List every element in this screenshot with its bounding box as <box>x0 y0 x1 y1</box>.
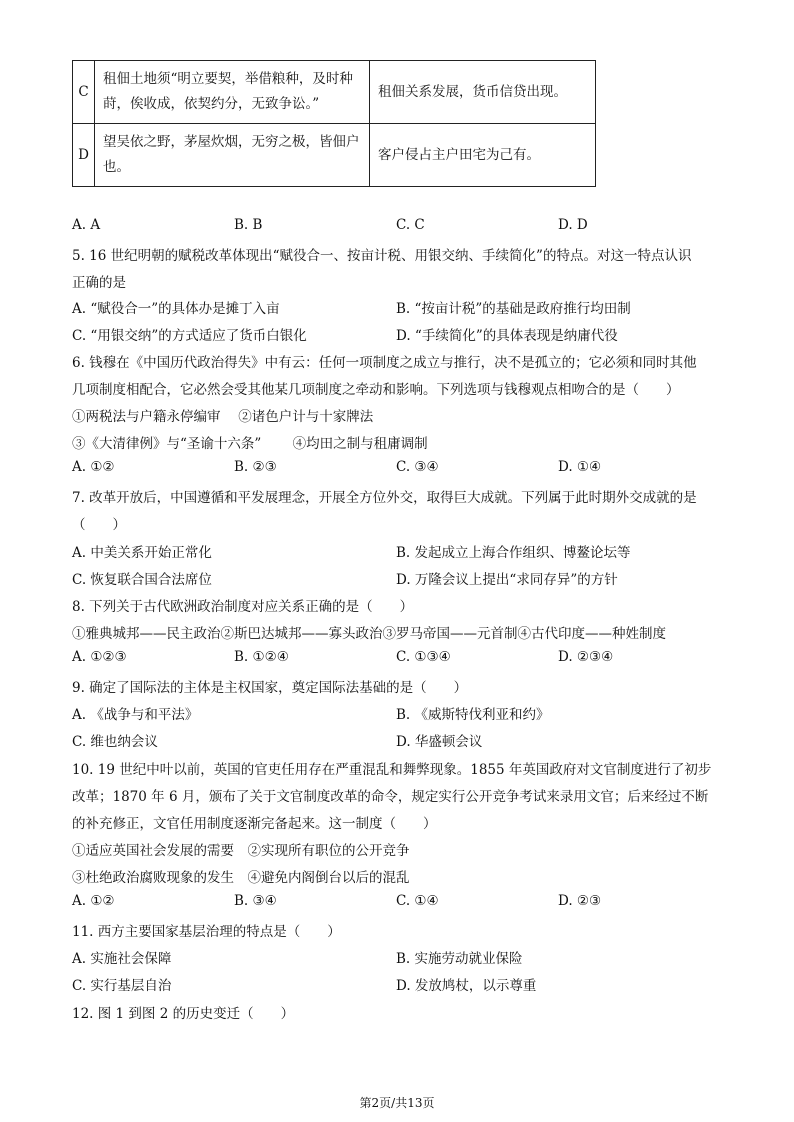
q6-option-d[interactable]: D. ①④ <box>558 459 602 475</box>
q7-option-d[interactable]: D. 万隆会议上提出“求同存异”的方针 <box>396 572 618 588</box>
q10-stem: 10. 19 世纪中叶以前，英国的官吏任用存在严重混乱和舞弊现象。1855 年英国政府对文官制度进行了初步 <box>72 762 712 778</box>
q7-stem-cont: （ ） <box>72 517 126 533</box>
q4-option-c[interactable]: C. C <box>396 217 425 233</box>
q6-option-a[interactable]: A. ①② <box>72 459 115 475</box>
q6-stem-cont: 几项制度相配合，它必然会受其他某几项制度之牵动和影响。下列选项与钱穆观点相吻合的是（ ） <box>72 382 680 398</box>
q11-option-d[interactable]: D. 发放鸠杖，以示尊重 <box>396 978 537 994</box>
q10-stem-cont2: 的补充修正，文官任用制度逐渐完备起来。这一制度（ ） <box>72 816 437 832</box>
q10-option-b[interactable]: B. ③④ <box>234 893 277 909</box>
q4-option-d[interactable]: D. D <box>558 217 588 233</box>
q4-option-a[interactable]: A. A <box>72 217 101 233</box>
q7-stem: 7. 改革开放后，中国遵循和平发展理念，开展全方位外交，取得巨大成就。下列属于此时期外交成就的是 <box>72 490 697 506</box>
table-cell-conclusion: 客户侵占主户田宅为己有。 <box>370 124 596 187</box>
q8-stem: 8. 下列关于古代欧洲政治制度对应关系正确的是（ ） <box>72 599 414 615</box>
q8-items: ①雅典城邦——民主政治②斯巴达城邦——寡头政治③罗马帝国——元首制④古代印度——种姓制度 <box>72 626 666 642</box>
q5-option-a[interactable]: A. “赋役合一”的具体办是摊丁入亩 <box>72 301 280 317</box>
q4-option-b[interactable]: B. B <box>234 217 263 233</box>
table-cell-source: 望吴依之野，茅屋炊烟，无穷之极，皆佃户也。 <box>95 124 370 187</box>
q9-option-b[interactable]: B. 《威斯特伐利亚和约》 <box>396 707 550 723</box>
q10-items-cont: ③杜绝政治腐败现象的发生 ④避免内阁倒台以后的混乱 <box>72 870 410 886</box>
q7-option-c[interactable]: C. 恢复联合国合法席位 <box>72 572 212 588</box>
q7-option-a[interactable]: A. 中美关系开始正常化 <box>72 545 212 561</box>
table-cell-source: 租佃土地须“明立要契，举借粮种，及时种莳，俟收成，依契约分，无致争讼。” <box>95 61 370 124</box>
q5-stem-cont: 正确的是 <box>72 275 126 291</box>
q10-option-d[interactable]: D. ②③ <box>558 893 602 909</box>
table-row <box>73 124 596 187</box>
q6-option-b[interactable]: B. ②③ <box>234 459 277 475</box>
q5-stem: 5. 16 世纪明朝的赋税改革体现出“赋役合一、按亩计税、用银交纳、手续简化”的特点。对这一特点认识 <box>72 248 692 264</box>
q10-option-c[interactable]: C. ①④ <box>396 893 439 909</box>
q10-stem-cont: 改革；1870 年 6 月，颁布了关于文官制度改革的命令，规定实行公开竞争考试来录用文官；后来经过不断 <box>72 789 709 805</box>
q6-option-c[interactable]: C. ③④ <box>396 459 439 475</box>
q5-option-d[interactable]: D. “手续简化”的具体表现是纳庸代役 <box>396 328 618 344</box>
option-table <box>72 60 596 187</box>
table-row <box>73 61 596 124</box>
q6-items-cont: ③《大清律例》与“圣谕十六条” ④均田之制与租庸调制 <box>72 436 428 452</box>
q8-option-c[interactable]: C. ①③④ <box>396 649 451 665</box>
q10-items: ①适应英国社会发展的需要 ②实现所有职位的公开竞争 <box>72 843 410 859</box>
q6-items: ①两税法与户籍永停编审 ②诸色户计与十家牌法 <box>72 409 374 425</box>
table-cell-letter: C <box>73 61 95 124</box>
q9-stem: 9. 确定了国际法的主体是主权国家，奠定国际法基础的是（ ） <box>72 680 468 696</box>
q11-option-c[interactable]: C. 实行基层自治 <box>72 978 172 994</box>
q8-option-a[interactable]: A. ①②③ <box>72 649 127 665</box>
q11-option-a[interactable]: A. 实施社会保障 <box>72 951 172 967</box>
q9-option-a[interactable]: A. 《战争与和平法》 <box>72 707 199 723</box>
q7-option-b[interactable]: B. 发起成立上海合作组织、博鳌论坛等 <box>396 545 631 561</box>
q5-option-c[interactable]: C. “用银交纳”的方式适应了货币白银化 <box>72 328 307 344</box>
q8-option-d[interactable]: D. ②③④ <box>558 649 614 665</box>
q9-option-d[interactable]: D. 华盛顿会议 <box>396 734 483 750</box>
q5-option-b[interactable]: B. “按亩计税”的基础是政府推行均田制 <box>396 301 631 317</box>
table-cell-conclusion: 租佃关系发展，货币信贷出现。 <box>370 61 596 124</box>
table-cell-letter: D <box>73 124 95 187</box>
q12-stem: 12. 图 1 到图 2 的历史变迁（ ） <box>72 1006 295 1022</box>
q8-option-b[interactable]: B. ①②④ <box>234 649 289 665</box>
page-number: 第2页/共13页 <box>359 1096 435 1110</box>
q9-option-c[interactable]: C. 维也纳会议 <box>72 734 158 750</box>
q10-option-a[interactable]: A. ①② <box>72 893 115 909</box>
q6-stem: 6. 钱穆在《中国历代政治得失》中有云：任何一项制度之成立与推行，决不是孤立的；它必须和同时其他 <box>72 355 697 371</box>
q11-stem: 11. 西方主要国家基层治理的特点是（ ） <box>72 924 341 940</box>
q11-option-b[interactable]: B. 实施劳动就业保险 <box>396 951 523 967</box>
